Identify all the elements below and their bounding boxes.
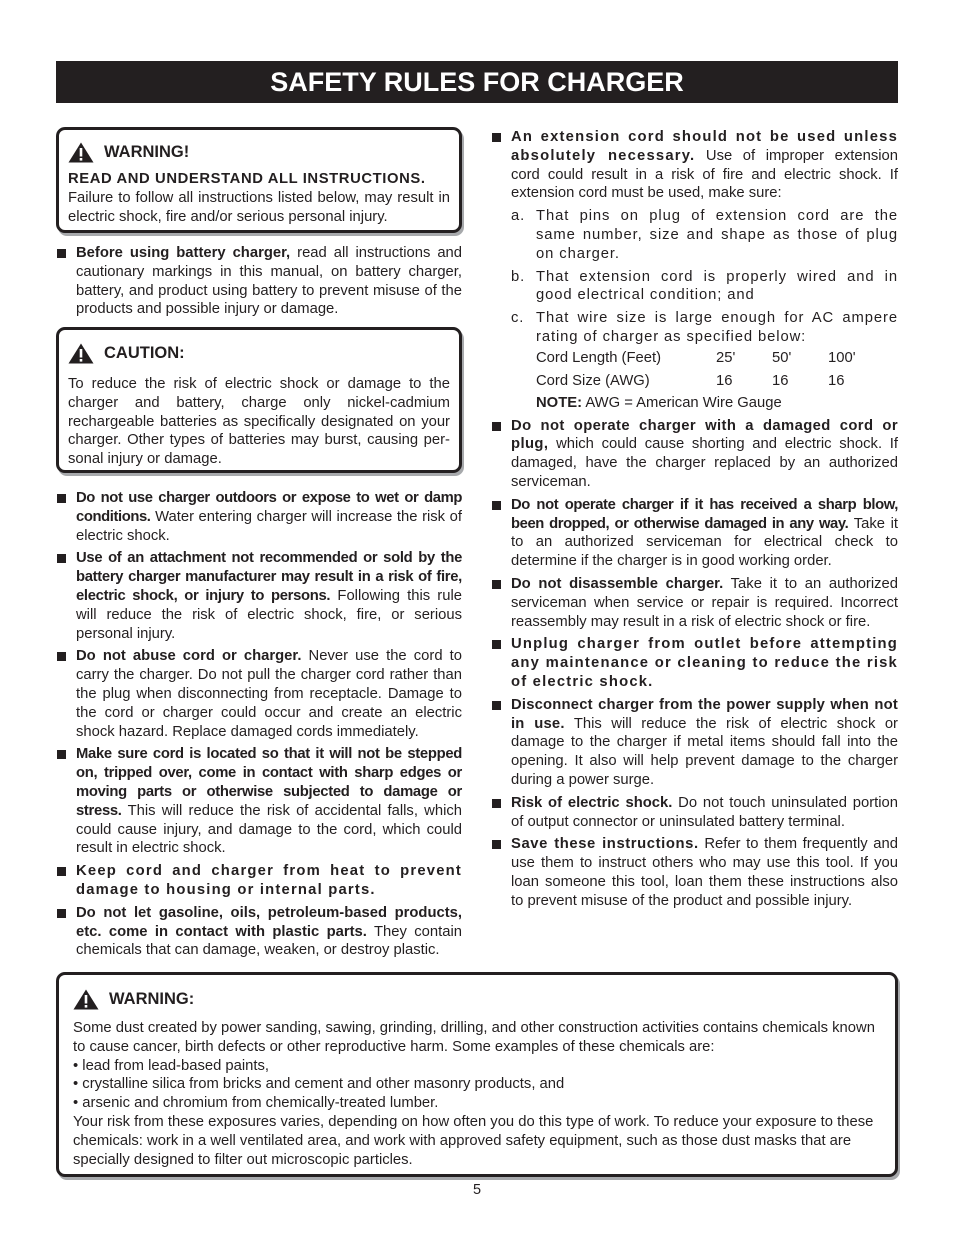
list-item: Do not let gasoline, oils, petroleum-based products, etc. come in contact with plastic parts. They contain chemicals that can damage, weaken, or destroy plastic. (56, 904, 462, 960)
list-item: Do not use charger outdoors or expose to wet or damp conditions. Water entering charger will increase the risk of electric shock. (56, 489, 462, 545)
list-item: Do not operate charger with a damaged cord or plug, which could cause shorting and electric shock. If damaged, have the charger replaced by an authorized serviceman. (491, 417, 898, 492)
list-item: Risk of electric shock. Do not touch uninsulated portion of output connector or uninsulated battery terminal. (491, 794, 898, 832)
warning-triangle-icon (68, 343, 94, 364)
dust-warning-text: Some dust created by power sanding, sawing, grinding, drilling, and other construction activities contains chemicals known to cause cancer, birth defects or other reproductive harm. Some examples of these chemicals are: • lead from lead-based paints, • crystalline silica from bricks and cement and other masonry products, and • arsenic and chromium from chemically-treated lumber. Your risk from these exposures varies, depending on how often you do this type of work. To reduce your exposure to these chemicals: work in a well ventilated area, and work with approved safety equipment, such as those dust masks that are specially designed to filter out microscopic particles. (73, 1019, 883, 1169)
list-item: b. That extension cord is properly wired and in good electrical condition; and (511, 268, 898, 304)
caution-heading: CAUTION: (68, 342, 450, 364)
warning-heading: WARNING! (68, 141, 450, 163)
page-number: 5 (472, 1182, 482, 1198)
table-row: Cord Size (AWG) 16 16 16 (536, 372, 845, 389)
right-column (491, 128, 898, 910)
list-item: a. That pins on plug of extension cord are the same number, size and shape as those of plug on charger. (511, 208, 898, 262)
list-item: Make sure cord is located so that it will not be stepped on, tripped over, come in contact with sharp edges or moving parts or otherwise subjected to damage or stress. This will reduce the risk of accidental falls, which could cause injury, and damage to the cord, which could result in electric shock. (56, 745, 462, 858)
caution-text: To reduce the risk of electric shock or damage to the charger and battery, charge only nickel-cadmium rechargeable batteries as specifically designated on your charger. Other types of batteries may burst, causing per-sonal injury or damage. (68, 376, 450, 468)
table-row: Cord Length (Feet) 25' 50' 100' (536, 349, 856, 366)
extension-cord-conditions (511, 207, 898, 412)
left-column-b (56, 489, 462, 960)
caution-box (56, 327, 462, 473)
warning-text: READ AND UNDERSTAND ALL INSTRUCTIONS. Failure to follow all instructions listed below, may result in electric shock, fire and/or serious personal injury. (68, 171, 450, 225)
list-item: Before using battery charger, read all instructions and cautionary markings in this manual, on battery charger, battery, and product using battery to prevent misuse of the products and possible injury or damage. (56, 244, 462, 319)
warning-triangle-icon (73, 989, 99, 1010)
dust-warning-box (56, 972, 898, 1177)
list-item: Disconnect charger from the power supply when not in use. This will reduce the risk of electric shock or damage to the charger if metal items should fall into the opening. It also will help prevent damage to the charger during a power surge. (491, 696, 898, 790)
list-item: c. That wire size is large enough for AC ampere rating of charger as specified below: (511, 310, 898, 345)
list-item: • crystalline silica from bricks and cement and other masonry products, and (73, 1076, 565, 1093)
list-item: Unplug charger from outlet before attempting any maintenance or cleaning to reduce the risk of electric shock. (491, 635, 898, 691)
warning-triangle-icon (68, 142, 94, 163)
dust-warning-heading: WARNING: (73, 988, 883, 1010)
list-item: Do not abuse cord or charger. Never use the cord to carry the charger. Do not pull the charger cord rather than the plug when disconnecting from receptacle. Damage to the cord or charger could occur and create an electric shock hazard. Replace damaged cords immediately. (56, 647, 462, 741)
list-item: Save these instructions. Refer to them frequently and use them to instruct others who may use this tool. If you loan someone this tool, loan them these instructions also to prevent misuse of the product and possible injury. (491, 835, 898, 910)
list-item: Keep cord and charger from heat to prevent damage to housing or internal parts. (56, 862, 462, 900)
list-item: • lead from lead-based paints, (73, 1057, 270, 1074)
page-title: SAFETY RULES FOR CHARGER (56, 61, 898, 103)
list-item: Do not operate charger if it has received a sharp blow, been dropped, or otherwise damaged in any way. Take it to an authorized serviceman for electrical check to determine if the charger is in good working order. (491, 496, 898, 571)
cord-size-table (536, 347, 856, 393)
table-note: NOTE: AWG = American Wire Gauge (536, 394, 782, 411)
left-column-a (56, 244, 462, 319)
list-item: An extension cord should not be used unless absolutely necessary. Use of improper extension cord could result in a risk of fire and electric shock. If extension cord must be used, make sure: (491, 128, 898, 203)
list-item: Use of an attachment not recommended or sold by the battery charger manufacturer may result in a risk of fire, electric shock, or injury to persons. Following this rule will reduce the risk of electric shock, fire, or serious personal injury. (56, 549, 462, 643)
list-item: • arsenic and chromium from chemically-treated lumber. (73, 1095, 439, 1112)
list-item: Do not disassemble charger. Take it to an authorized serviceman when service or repair is required. Incorrect reassembly may result in a risk of electric shock or fire. (491, 575, 898, 631)
warning-box (56, 127, 462, 233)
